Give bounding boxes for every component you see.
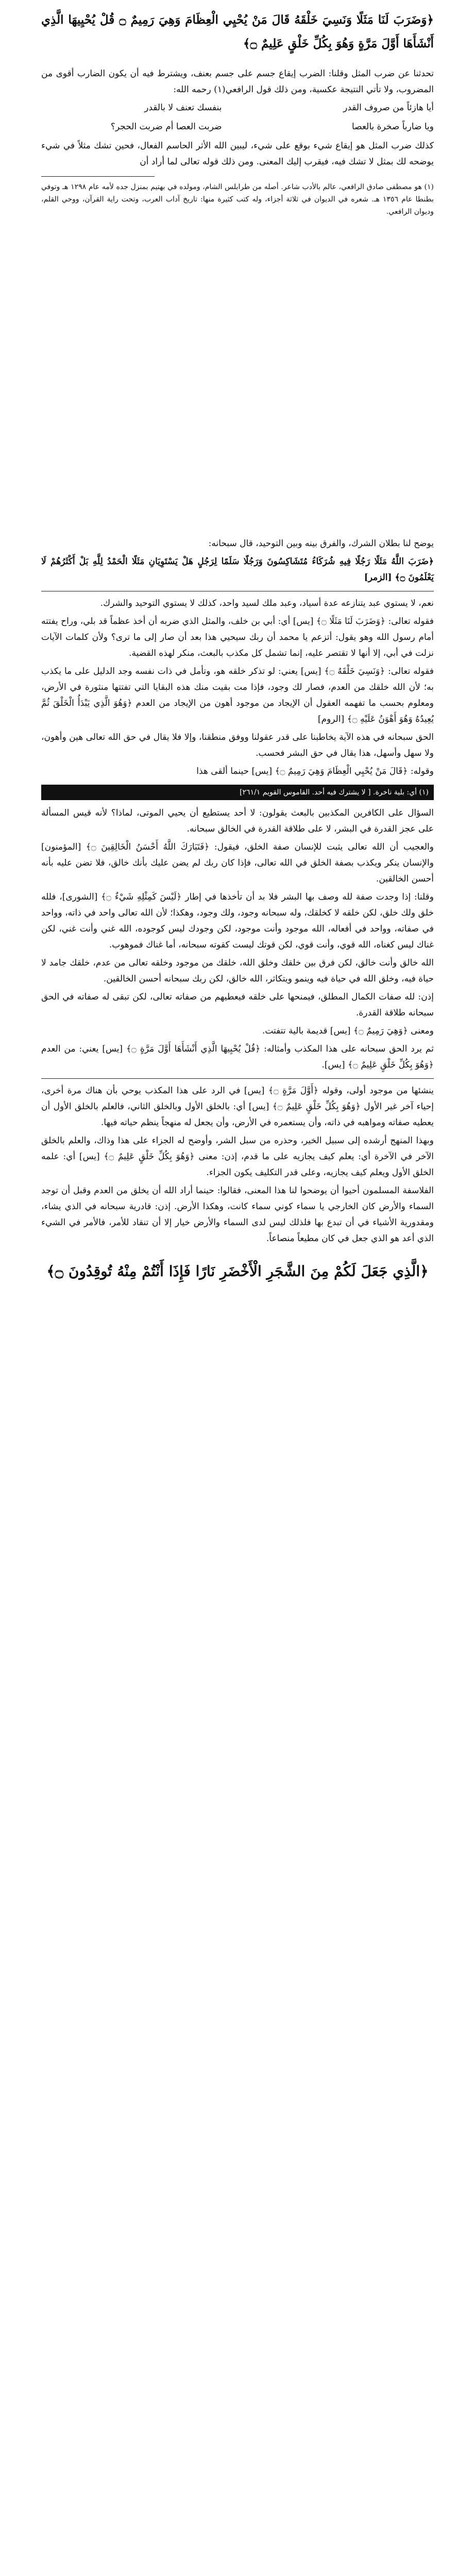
paragraph: ثم يرد الحق سبحانه على هذا المكذب وأمثاله: ﴿قُلْ يُحْيِيهَا الَّذِي أَنْشَأَهَا أَوَّلَ مَرَّةٍ ۝﴾ [يس] يعني: من العدم ﴿وَهُوَ بِكُلِّ خَلْقٍ عَلِيمٌ ۝﴾ [يس]. — [41, 1044, 434, 1070]
poem-line — [41, 100, 434, 116]
closing-verse: ﴿الَّذِي جَعَلَ لَكُمْ مِنَ الشَّجَرِ الْأَخْضَرِ نَارًا فَإِذَا أَنْتُمْ مِنْهُ تُوقِدُونَ ۝﴾ — [46, 1263, 429, 1280]
poem-hemistich: أيا هازئاً من صروف القدر — [343, 103, 434, 113]
paragraph: الله خالق وأنت خالق، لكن فرق بين خلقك وخلق الله، خلقك من موجود وخلقه تعالى من عدم، خلقك جامد لا حياة فيه، وخلق الله في حياة فيه وينمو ويتكاثر، الله خالق، لكن ربك سبحانه أحسن الخالقين. — [41, 958, 434, 984]
footnote: (١) هو مصطفى صادق الرافعي، عالم بالأدب شاعر. أصله من طرابلس الشام، ومولده في بهتيم بمنزل جده لأمه عام ١٢٩٨ هـ وتوفي بطنطا عام ١٣٥٦ هـ. شعره في الديوان في ثلاثة أجزاء، وله كتب كثيرة منها: تاريخ آداب العرب، وتحت راية القرآن، ووحي القلم، وديوان الرافعي. — [41, 183, 434, 216]
poem-hemistich: بنفسك تعنف لا بالقدر — [144, 103, 222, 113]
paragraph: والعجيب أن الله تعالى يثبت للإنسان صفة الخلق، فيقول: ﴿فَتَبَارَكَ اللَّهُ أَحْسَنُ الْخَالِقِينَ ۝﴾ [المؤمنون] والإنسان ينكر ويكذب بصفة الخلق في الله تعالى، فإذا كان ربك لم يضن عليك بأنك خالق، فلا تضن عليه بأنه أحسن الخالقين. — [41, 842, 434, 884]
paragraph: إذن: لله صفات الكمال المطلق، فيمنحها على خلقه فيعطيهم من صفاته تعالى، لكن تبقى له صفاته في الحق سبحانه طلاقة القدرة. — [41, 992, 434, 1018]
footnote-divider — [41, 176, 155, 177]
paragraph: كذلك ضرب المثل هو إيقاع شيء بوقع على شيء، ليبين الله الأثر الحاسم الفعال، فحين تشك مثلاً في شيء يوضحه لك بمثل لا تشك فيه، فيقرب إليك المعنى. ومن ذلك قوله تعالى لما أراد أن — [41, 141, 434, 167]
paragraph: الحق سبحانه في هذه الآية يخاطبنا على قدر عقولنا ووفق منطقنا، وإلا فلا يقال في حق الله تعالى هين وأهون، ولا سهل وأسهل، هذا يقال في حق البشر فحسب. — [41, 732, 434, 758]
paragraph: ينشئها من موجود أولى، وقوله ﴿أَوَّلَ مَرَّةٍ ۝﴾ [يس] في الرد على هذا المكذب يوحي بأن هناك مرة أخرى، إحياء آخر غير الأول ﴿وَهُوَ بِكُلِّ خَلْقٍ عَلِيمٌ ۝﴾ [يس] أي: بالخلق الأول وبالخلق الثاني، فالعلم بالخلق الأول أن يعطيه صفاته ومواهبه في ذاته، وأن يستعمره في الأرض، وأن يجعل له منهجاً ينظم حياته فيها. — [41, 1086, 434, 1128]
divider — [41, 1078, 434, 1079]
paragraph: وبهذا المنهج أرشده إلى سبيل الخير، وحذره من سبل الشر، وأوضح له الجزاء على هذا وذاك، والعلم بالخلق الآخر في الآخرة أي: يعلم كيف يجازيه على ما قدم، إذن: معنى ﴿وَهُوَ بِكُلِّ خَلْقٍ عَلِيمٌ ۝﴾ [يس] أي: علمه الخلق الأول ويعلم كيف يجازيه، وعلى قدر التكليف يكون الجزاء. — [41, 1136, 434, 1178]
page-one — [41, 0, 434, 515]
poem-line — [41, 119, 434, 135]
paragraph: ومعنى ﴿وَهِيَ رَمِيمٌ ۝﴾ [يس] قديمة بالية تتفتت. — [262, 1026, 434, 1036]
paragraph: نعم، لا يستوي عبد يتنازعه عدة أسياد، وعبد ملك لسيد واحد، كذلك لا يستوي التوحيد والشرك. — [100, 598, 434, 608]
paragraph: السؤال على الكافرين المكذبين بالبعث يقولون: لا أحد يستطيع أن يحيي الموتى، لماذا؟ لأنه قيس المسألة على عجز القدرة في البشر، لا على طلاقة القدرة في الخالق سبحانه. — [41, 808, 434, 834]
verse-quote: ﴿ضَرَبَ اللَّهُ مَثَلًا رَجُلًا فِيهِ شُرَكَاءُ مُتَشَاكِسُونَ وَرَجُلًا سَلَمًا لِرَجُلٍ هَلْ يَسْتَوِيَانِ مَثَلًا الْحَمْدُ لِلَّهِ بَلْ أَكْثَرُهُمْ لَا يَعْلَمُونَ ۝﴾ [الزمر] — [41, 556, 434, 583]
page-two — [41, 536, 434, 2576]
page-footnote-band: (١) أي: بلية ناخرة. [ لا يشترك فيه أحد. القاموس القويم ٢٦١/١] — [41, 785, 434, 800]
opening-verses: ﴿وَضَرَبَ لَنَا مَثَلًا وَنَسِيَ خَلْقَهُ قَالَ مَنْ يُحْيِي الْعِظَامَ وَهِيَ رَمِيمٌ ۝ قُلْ يُحْيِيهَا الَّذِي أَنْشَأَهَا أَوَّلَ مَرَّةٍ وَهُوَ بِكُلِّ خَلْقٍ عَلِيمٌ ۝﴾ — [41, 13, 434, 50]
poem-hemistich: ويا ضارباً صخرة بالعصا — [352, 122, 434, 132]
poem-hemistich: ضربت العصا أم ضربت الحجر؟ — [110, 122, 222, 132]
paragraph: تحدثنا عن ضرب المثل وقلنا: الضرب إيقاع جسم على جسم بعنف، ويشترط فيه أن يكون الضارب أقوى من المضروب، ولا تأتي النتيجة عكسية، ومن ذلك قول الرافعي(١) رحمه الله: — [41, 69, 434, 95]
paragraph: فقوله تعالى: ﴿وَضَرَبَ لَنَا مَثَلًا ۝﴾ [يس] أي: أبي بن خلف، والمثل الذي ضربه أن أخذ عظماً قد بلي، وراح يفتته أمام رسول الله وهو يقول: أتزعم يا محمد أن ربك سيحيي هذا بعد أن صار إلى ما ترى؟ ولأن كلمات الآيات نزلت في أبي، إلا أنها لا تقتصر عليه، إنما تشمل كل مكذب بالبعث، منكر لهذه القضية. — [41, 616, 434, 658]
paragraph: وقلنا: إذا وجدت صفة لله وصف بها البشر فلا بد أن تأخذها في إطار ﴿لَيْسَ كَمِثْلِهِ شَيْءٌ ۝﴾ [الشورى]، فلله خلق ولك خلق، لكن خلقه لا كخلقك، وله سبحانه وجود، ولك وجود، وهكذا؛ لأن الله تعالى واحد في ذاته، وواحد في صفاته، وواحد في أفعاله، الله موجود وأنت موجود، لكن وجودك ليس كوجوده، الله غني وأنت غني، لكن غناك ليس كغناه، الله قوي، وأنت قوي، لكن قوتك ليست كقوته سبحانه، أما غناك فموهوب. — [41, 892, 434, 950]
paragraph: وقوله: ﴿قَالَ مَنْ يُحْيِي الْعِظَامَ وَهِيَ رَمِيمٌ ۝﴾ [يس] حينما ألقى هذا — [196, 766, 434, 776]
paragraph: الفلاسفة المسلمون أحيوا أن يوضحوا لنا هذا المعنى، فقالوا: حينما أراد الله أن يخلق من العدم وقبل أن توجد السماء والأرض كان الخارجي يا سماء كوني سماء كانت، وهكذا الأرض. إذن: قادرية سبحانه في الذي يشاء، ومقدورية الأشياء في أن تبدع بها فلذلك ليس لدى السماء والأرض خيار إلا أن تنقاد للأمر، فالأمر في الشيء الذي أعد هو الذي جعل في كان مطيعاً منصاعاً. — [41, 1185, 434, 1244]
paragraph: يوضح لنا بطلان الشرك، والفرق بينه وبين التوحيد، قال سبحانه: — [208, 538, 434, 549]
paragraph: فقوله تعالى: ﴿وَنَسِيَ خَلْقَهُ ۝﴾ [يس] يعني: لو تذكر خلقه هو، وتأمل في ذات نفسه وجد الدليل على ما يكذب به؛ لأن الله خلقك من العدم، فصار لك وجود، فإذا مت بقيت منك هذه البقايا التي تفتتها منثورة في الأرض، ومعلوم بحسب ما تفهمه العقول أن الإيجاد من موجود أهون من الإيجاد من العدم ﴿وَهُوَ الَّذِي يَبْدَأُ الْخَلْقَ ثُمَّ يُعِيدُهُ وَهُوَ أَهْوَنُ عَلَيْهِ ۝﴾ [الروم] — [41, 666, 434, 724]
